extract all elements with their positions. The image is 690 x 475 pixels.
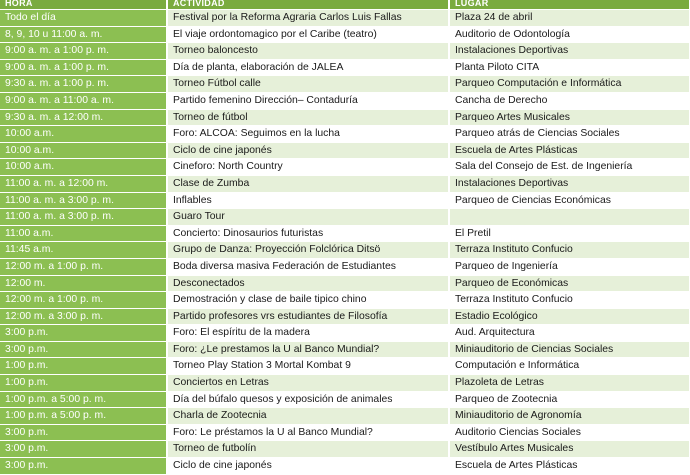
table-row: [0, 10, 690, 27]
table-row: [0, 92, 690, 109]
table-row: [0, 59, 690, 76]
activity-cell: Partido profesores vrs estudiantes de Filosofía: [167, 308, 449, 325]
activity-cell: Grupo de Danza: Proyección Folclórica Ditsö: [167, 242, 449, 259]
place-cell: Miniauditorio de Ciencias Sociales: [449, 341, 690, 358]
time-cell: 11:00 a. m. a 3:00 p. m.: [0, 209, 167, 226]
time-cell: 3:00 p.m.: [0, 341, 167, 358]
table-row: [0, 26, 690, 43]
activity-cell: Foro: Le préstamos la U al Banco Mundial?: [167, 424, 449, 441]
time-cell: 11:00 a. m. a 12:00 m.: [0, 175, 167, 192]
activity-cell: Desconectados: [167, 275, 449, 292]
time-cell: 9:00 a. m. a 1:00 p. m.: [0, 59, 167, 76]
time-cell: 1:00 p.m. a 5:00 p. m.: [0, 408, 167, 425]
place-cell: Parqueo de Zootecnia: [449, 391, 690, 408]
time-cell: 9:30 a. m. a 1:00 p. m.: [0, 76, 167, 93]
place-cell: Cancha de Derecho: [449, 92, 690, 109]
place-cell: Vestíbulo Artes Musicales: [449, 441, 690, 458]
time-cell: 12:00 m.: [0, 275, 167, 292]
activity-cell: Torneo Play Station 3 Mortal Kombat 9: [167, 358, 449, 375]
activity-cell: Torneo baloncesto: [167, 43, 449, 60]
time-cell: 3:00 p.m.: [0, 458, 167, 475]
time-cell: 11:00 a. m. a 3:00 p. m.: [0, 192, 167, 209]
place-cell: Escuela de Artes Plásticas: [449, 458, 690, 475]
table-row: [0, 225, 690, 242]
time-cell: 12:00 m. a 1:00 p. m.: [0, 292, 167, 309]
time-cell: 3:00 p.m.: [0, 441, 167, 458]
place-cell: [449, 209, 690, 226]
activity-cell: Torneo Fútbol calle: [167, 76, 449, 93]
table-row: [0, 242, 690, 259]
table-row: [0, 325, 690, 342]
activity-cell: Foro: ALCOA: Seguimos en la lucha: [167, 126, 449, 143]
time-cell: 1:00 p.m. a 5:00 p. m.: [0, 391, 167, 408]
activity-cell: Conciertos en Letras: [167, 375, 449, 392]
place-cell: Instalaciones Deportivas: [449, 43, 690, 60]
table-row: [0, 258, 690, 275]
time-cell: 10:00 a.m.: [0, 126, 167, 143]
table-row: [0, 408, 690, 425]
table-row: [0, 308, 690, 325]
place-cell: Auditorio Ciencias Sociales: [449, 424, 690, 441]
activity-cell: Ciclo de cine japonés: [167, 458, 449, 475]
time-cell: 9:00 a. m. a 1:00 p. m.: [0, 43, 167, 60]
place-cell: Instalaciones Deportivas: [449, 175, 690, 192]
place-cell: Terraza Instituto Confucio: [449, 292, 690, 309]
place-cell: Parqueo Computación e Informática: [449, 76, 690, 93]
header-hora: HORA: [0, 0, 167, 10]
activity-cell: Inflables: [167, 192, 449, 209]
table-row: [0, 292, 690, 309]
place-cell: Parqueo de Ciencias Económicas: [449, 192, 690, 209]
place-cell: Plazoleta de Letras: [449, 375, 690, 392]
activity-cell: Festival por la Reforma Agraria Carlos Luis Fallas: [167, 10, 449, 27]
header-lugar: LUGAR: [449, 0, 690, 10]
time-cell: 12:00 m. a 3:00 p. m.: [0, 308, 167, 325]
header-row: [0, 0, 690, 10]
activity-cell: Clase de Zumba: [167, 175, 449, 192]
table-row: [0, 375, 690, 392]
place-cell: Aud. Arquitectura: [449, 325, 690, 342]
activity-cell: Charla de Zootecnia: [167, 408, 449, 425]
time-cell: 10:00 a.m.: [0, 159, 167, 176]
time-cell: 8, 9, 10 u 11:00 a. m.: [0, 26, 167, 43]
place-cell: Auditorio de Odontología: [449, 26, 690, 43]
table-row: [0, 441, 690, 458]
activity-cell: Día del búfalo quesos y exposición de animales: [167, 391, 449, 408]
time-cell: 11:45 a.m.: [0, 242, 167, 259]
table-row: [0, 209, 690, 226]
place-cell: Escuela de Artes Plásticas: [449, 142, 690, 159]
time-cell: 9:30 a. m. a 12:00 m.: [0, 109, 167, 126]
table-row: [0, 391, 690, 408]
place-cell: Computación e Informática: [449, 358, 690, 375]
place-cell: Sala del Consejo de Est. de Ingeniería: [449, 159, 690, 176]
time-cell: 11:00 a.m.: [0, 225, 167, 242]
activity-cell: Torneo de fútbol: [167, 109, 449, 126]
time-cell: 3:00 p.m.: [0, 325, 167, 342]
time-cell: 12:00 m. a 1:00 p. m.: [0, 258, 167, 275]
activity-cell: Día de planta, elaboración de JALEA: [167, 59, 449, 76]
activity-cell: Concierto: Dinosaurios futuristas: [167, 225, 449, 242]
time-cell: 1:00 p.m.: [0, 358, 167, 375]
time-cell: 1:00 p.m.: [0, 375, 167, 392]
table-row: [0, 76, 690, 93]
place-cell: Miniauditorio de Agronomía: [449, 408, 690, 425]
place-cell: El Pretil: [449, 225, 690, 242]
activity-cell: Torneo de futbolín: [167, 441, 449, 458]
time-cell: 10:00 a.m.: [0, 142, 167, 159]
activity-cell: Foro: El espíritu de la madera: [167, 325, 449, 342]
table-row: [0, 275, 690, 292]
header-actividad: ACTIVIDAD: [167, 0, 449, 10]
activity-cell: Foro: ¿Le prestamos la U al Banco Mundial?: [167, 341, 449, 358]
table-row: [0, 192, 690, 209]
table-row: [0, 458, 690, 475]
place-cell: Parqueo de Económicas: [449, 275, 690, 292]
table-row: [0, 109, 690, 126]
activity-cell: Cineforo: North Country: [167, 159, 449, 176]
table-row: [0, 358, 690, 375]
table-row: [0, 424, 690, 441]
place-cell: Planta Piloto CITA: [449, 59, 690, 76]
activity-cell: Ciclo de cine japonés: [167, 142, 449, 159]
table-row: [0, 142, 690, 159]
place-cell: Terraza Instituto Confucio: [449, 242, 690, 259]
activity-cell: Partido femenino Dirección– Contaduría: [167, 92, 449, 109]
activity-cell: Guaro Tour: [167, 209, 449, 226]
table-row: [0, 159, 690, 176]
place-cell: Estadio Ecológico: [449, 308, 690, 325]
place-cell: Parqueo de Ingeniería: [449, 258, 690, 275]
time-cell: 3:00 p.m.: [0, 424, 167, 441]
place-cell: Plaza 24 de abril: [449, 10, 690, 27]
table-row: [0, 175, 690, 192]
activity-cell: Demostración y clase de baile tipico chino: [167, 292, 449, 309]
time-cell: Todo el día: [0, 10, 167, 27]
activity-cell: Boda diversa masiva Federación de Estudiantes: [167, 258, 449, 275]
table-row: [0, 43, 690, 60]
place-cell: Parqueo Artes Musicales: [449, 109, 690, 126]
table-row: [0, 126, 690, 143]
activity-cell: El viaje ordontomagico por el Caribe (teatro): [167, 26, 449, 43]
time-cell: 9:00 a. m. a 11:00 a. m.: [0, 92, 167, 109]
table-row: [0, 341, 690, 358]
place-cell: Parqueo atrás de Ciencias Sociales: [449, 126, 690, 143]
